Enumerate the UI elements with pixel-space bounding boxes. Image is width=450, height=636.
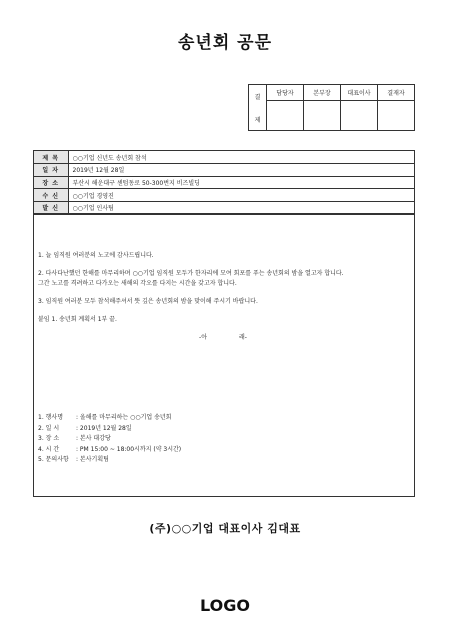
- info-row-place: [34, 176, 414, 189]
- approval-header-director: 본부장: [304, 85, 341, 101]
- info-value: 2019년 12월 28일: [68, 164, 414, 177]
- detail-row: 2. 일 시 : 2019년 12월 28일: [38, 424, 132, 432]
- approval-header-approver: 결재자: [378, 85, 415, 101]
- signature-cell: [378, 101, 415, 131]
- detail-row: 1. 행사명 : 올해를 마무리하는 ○○기업 송년회: [38, 414, 172, 421]
- info-value: 부산시 해운대구 센텀동로 50-300번지 비즈빌딩: [68, 176, 414, 189]
- info-key: 일 자: [34, 164, 68, 177]
- paragraph-2-cont: 그간 노고를 격려하고 다가오는 새해의 각오를 다지는 시간을 갖고자 합니다.: [38, 280, 237, 287]
- info-value: ○○기업 경영진: [68, 189, 414, 202]
- info-key: 제 목: [34, 151, 68, 164]
- info-row-subject: [34, 151, 414, 164]
- paragraph-1: 1. 늘 임직원 여러분의 노고에 감사드립니다.: [38, 252, 154, 259]
- approval-side-label: 결 제: [249, 85, 267, 131]
- info-table: [34, 151, 414, 215]
- info-row-date: [34, 164, 414, 177]
- paragraph-2: 2. 다사다난했던 한해를 마무리하며 ○○기업 임직원 모두가 한자리에 모여 회포를 푸는 송년회의 밤을 열고자 합니다.: [38, 270, 344, 277]
- info-key: 수 신: [34, 189, 68, 202]
- info-row-recipient: [34, 189, 414, 202]
- detail-row: 5. 문의사항 : 본사기획팀: [38, 456, 109, 463]
- letter-body: [38, 251, 408, 343]
- attachment-note: 붙임 1. 송년회 계획서 1부 끝.: [38, 316, 117, 323]
- signature-cell: [304, 101, 341, 131]
- signature-cell: [267, 101, 304, 131]
- signature-cell: [341, 101, 378, 131]
- info-value: ○○기업 인사팀: [68, 201, 414, 214]
- info-value: ○○기업 신년도 송년회 참석: [68, 151, 414, 164]
- approval-table: [248, 84, 415, 131]
- approval-header-manager: 담당자: [267, 85, 304, 101]
- approval-header-ceo: 대표이사: [341, 85, 378, 101]
- company-logo: LOGO: [200, 596, 250, 615]
- detail-row: 4. 시 간 : PM 15:00 ~ 18:00시까지 (약 3시간): [38, 445, 182, 453]
- info-key: 발 신: [34, 201, 68, 214]
- document-title: 송년회 공문: [177, 33, 273, 53]
- paragraph-3: 3. 임직원 여러분 모두 참석해주셔서 뜻 깊은 송년회의 밤을 맞이해 주시기 바랍니다.: [38, 298, 258, 305]
- sender-signature: (주)○○기업 대표이사 김대표: [149, 522, 301, 535]
- event-details: [38, 413, 181, 466]
- below-marker: -아 래-: [199, 334, 247, 341]
- document-body-box: [33, 150, 415, 497]
- info-row-sender: [34, 201, 414, 214]
- info-key: 장 소: [34, 176, 68, 189]
- detail-row: 3. 장 소 : 본사 대강당: [38, 435, 111, 442]
